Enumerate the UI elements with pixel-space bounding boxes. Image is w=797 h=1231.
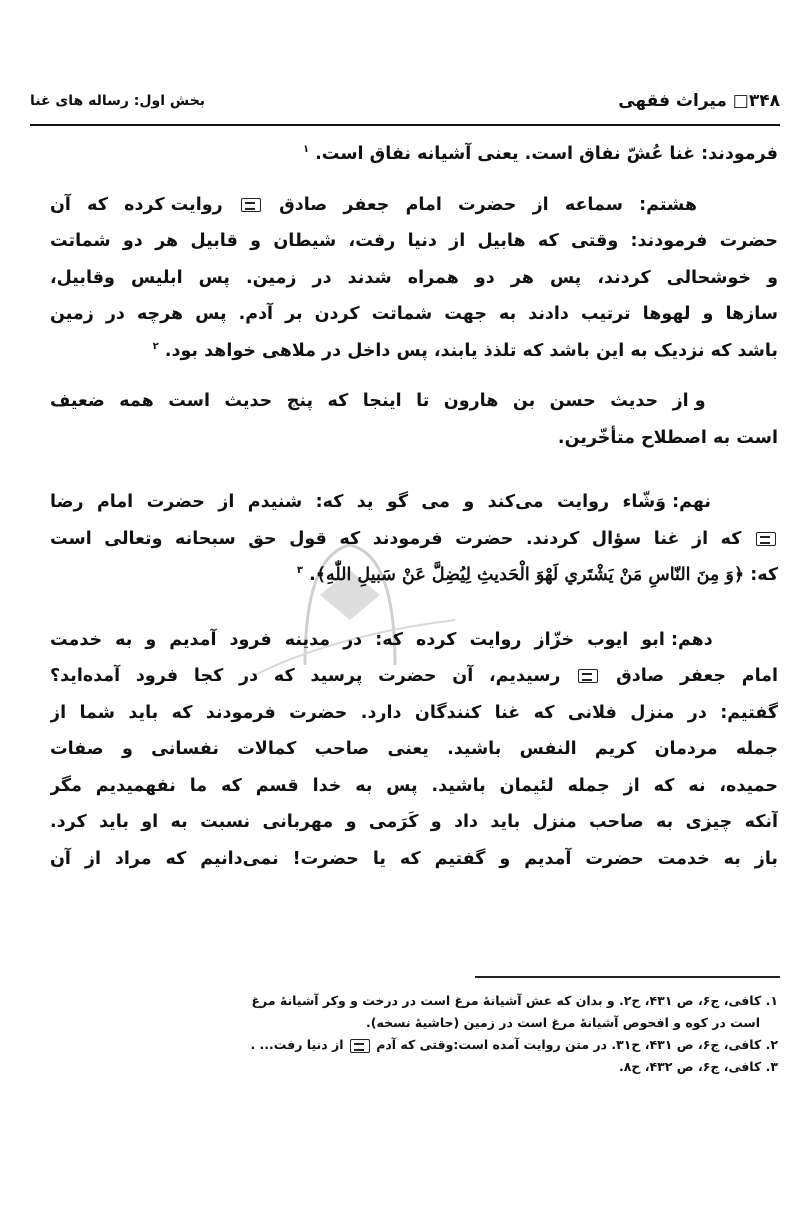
footnote-rule [475, 976, 780, 978]
paragraph-line: امام جعفر صادق رسیدیم، آن حضرت پرسید که در کجا فرود آمده‌اید؟ [50, 666, 778, 686]
paragraph-line: و خوشحالی کردند، پس هر دو همراه شدند در زمین. پس ابلیس وقابیل، [50, 267, 778, 288]
paragraph-line: باشد که نزدیک به این باشد که تلذذ یابند، پس داخل در ملاهی خواهد بود. $^۲$ [152, 340, 778, 361]
book-title: میراث فقهی [618, 91, 727, 111]
honorific-icon [241, 198, 261, 212]
paragraph-line: سازها و لهوها ترتیب دادند به جهت شماتت کردن بر آدم. پس هرچه در زمین [50, 304, 778, 324]
header-rule [30, 124, 780, 126]
section-title: بخش اول: رساله های غنا [30, 93, 206, 109]
paragraph-line: حضرت فرمودند: وقتی که هابیل از دنیا رفت، شیطان و قابیل هر دو شماتت [50, 231, 778, 251]
running-header [30, 91, 780, 117]
footnote-1-continued: است در کوه و افحوص آشیانهٔ مرغ است در زمین (حاشیهٔ نسخه). [366, 1015, 760, 1030]
paragraph-line: جمله مردمان کریم النفس باشید. یعنی صاحب کمالات نفسانی و صفات [50, 739, 778, 759]
body-text [50, 136, 778, 877]
paragraph-line: که از غنا سؤال کردند. حضرت فرمودند که قول حق سبحانه وتعالی است [50, 521, 778, 558]
footnote-ref-1: ۱ [302, 144, 310, 156]
paragraph-line: حمیده، نه که از جمله لئیمان باشید. پس به خدا قسم که ما نفهمیدیم مگر [50, 775, 778, 796]
quran-verse: ﴿وَ مِنَ النّاسِ مَنْ يَشْتَري لَهْوَ الْحَديثِ لِيُضِلَّ عَنْ سَبيلِ اللّٰهِ﴾ [315, 565, 745, 585]
paragraph-line: که: ﴿وَ مِنَ النّاسِ مَنْ يَشْتَري لَهْوَ الْحَديثِ لِيُضِلَّ عَنْ سَبيلِ اللّٰهِ﴾. $^۳$ [296, 565, 778, 585]
header-page-info [618, 91, 780, 111]
paragraph-line: آنکه چیزی به صاحب منزل باید داد و کَرَمی و مهربانی نسبت به او باید کرد. [50, 812, 778, 832]
page-number: ۳۴۸ [748, 91, 780, 111]
paragraph-line: و از حدیث حسن بن هارون تا اینجا که پنج حدیث است همه ضعیف [50, 391, 706, 411]
footnote-ref-2: ۲ [152, 340, 159, 352]
paragraph-line: نهم: وَشّاء روایت می‌کند و می گو ید که: شنیدم از حضرت امام رضا [50, 492, 711, 512]
header-separator: □ [732, 91, 749, 111]
honorific-icon [350, 1039, 370, 1053]
footnote-2: ۲. کافی، ج۶، ص ۴۳۱، ح۳۱. در متن روایت آمده است:وقتی که آدم از دنیا رفت... . [250, 1037, 778, 1052]
footnote-ref-3: ۳ [296, 565, 303, 577]
paragraph-line: گفتیم: در منزل فلانی که غنا کنندگان دارد. حضرت فرمودند که باید شما از [50, 702, 778, 723]
paragraph-line: هشتم: سماعه از حضرت امام جعفر صادق روایت کرده که آن [50, 194, 697, 215]
footnote-3: ۳. کافی، ج۶، ص ۴۳۲، ح۸. [619, 1059, 778, 1074]
honorific-icon [756, 532, 776, 546]
honorific-icon [578, 669, 598, 683]
paragraph-line: است به اصطلاح متأخّرین. [557, 427, 778, 448]
footnote-1: ۱. کافی، ج۶، ص ۴۳۱، ح۲. و بدان که عش آشیانهٔ مرغ است در درخت و وکر آشیانهٔ مرغ [251, 993, 778, 1008]
paragraph-line: باز به خدمت حضرت آمدیم و گفتیم که یا حضرت! نمی‌دانیم که مراد از آن [50, 848, 778, 869]
footnotes [50, 990, 778, 1078]
paragraph-line: دهم: ابو ایوب خزّاز روایت کرده که: در مدینه فرود آمدیم و به خدمت [50, 629, 713, 650]
paragraph-line: فرمودند: غنا عُشّ نفاق است. یعنی آشیانه نفاق است. $^۱$ [302, 144, 778, 164]
